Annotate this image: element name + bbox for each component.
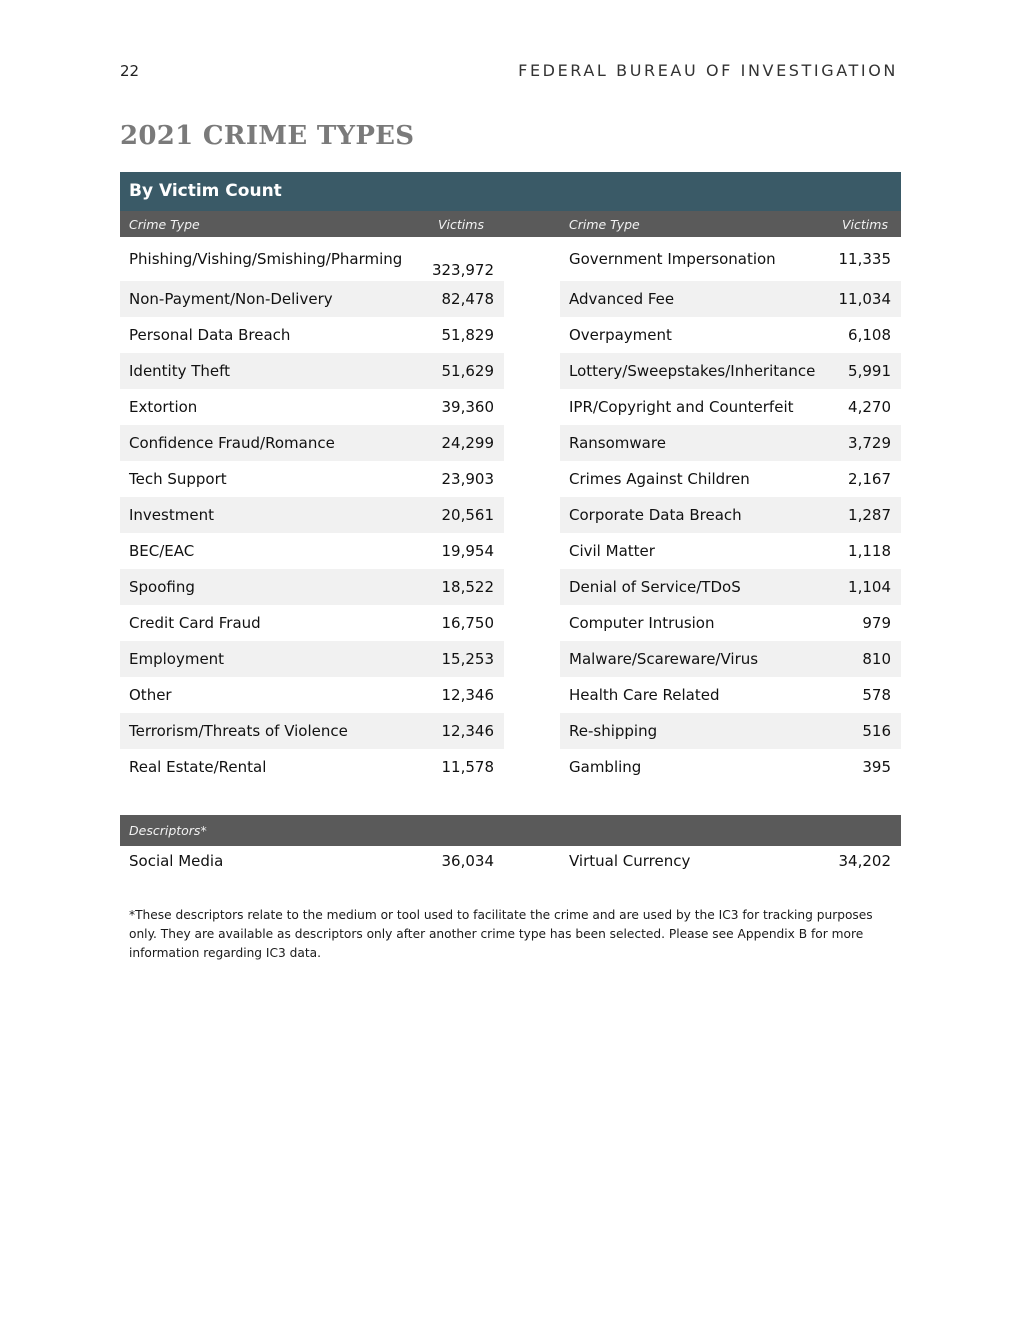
crime-type-name-left: Spoofing [129,578,195,596]
crime-type-name-left: Personal Data Breach [129,326,291,344]
running-head: FEDERAL BUREAU OF INVESTIGATION [518,61,898,80]
victim-count-right: 578 [862,686,891,704]
table-row [120,641,901,677]
crime-type-name-left: Terrorism/Threats of Violence [129,722,348,740]
descriptor-value-left: 36,034 [441,852,494,870]
column-header-victims-left: Victims [438,217,484,232]
descriptors-header: Descriptors* [120,815,901,846]
crime-type-name-left: Credit Card Fraud [129,614,261,632]
victim-count-right: 810 [862,650,891,668]
crime-type-name-right: IPR/Copyright and Counterfeit [569,398,794,416]
crime-type-name-left: BEC/EAC [129,542,195,560]
crime-type-name-right: Lottery/Sweepstakes/Inheritance [569,362,816,380]
table-row [120,605,901,641]
crime-type-name-left: Investment [129,506,214,524]
table-row [120,497,901,533]
column-header-crime-type-left: Crime Type [129,217,200,232]
footnote: *These descriptors relate to the medium or tool used to facilitate the crime and are used by the IC3 for tracking purposes only. They are available as descriptors only after another crime type has been selected. Please see Appendix B for more information regarding IC3 data. [129,908,873,960]
victim-count-left: 51,829 [441,326,494,344]
crime-type-name-right: Computer Intrusion [569,614,715,632]
victim-count-right: 3,729 [848,434,891,452]
table-banner: By Victim Count [120,172,901,211]
victim-count-right: 1,287 [848,506,891,524]
descriptor-name-right: Virtual Currency [569,852,691,870]
crime-type-name-right: Crimes Against Children [569,470,750,488]
victim-count-left: 11,578 [441,758,494,776]
crime-type-name-left: Confidence Fraud/Romance [129,434,335,452]
table-row [120,569,901,605]
crime-type-name-left: Non-Payment/Non-Delivery [129,290,333,308]
column-header-victims-right: Victims [842,217,888,232]
crime-type-name-left: Tech Support [129,470,227,488]
victim-count-right: 1,118 [848,542,891,560]
victim-count-right: 11,034 [838,290,891,308]
victim-count-right: 516 [862,722,891,740]
table-row [120,713,901,749]
victim-count-left: 15,253 [441,650,494,668]
column-header-row [120,211,901,237]
section-title: 2021 CRIME TYPES [120,121,415,151]
victim-count-left: 18,522 [441,578,494,596]
victim-count-left: 16,750 [441,614,494,632]
table-row [120,461,901,497]
crime-type-name-right: Advanced Fee [569,290,675,308]
crime-type-name-right: Re-shipping [569,722,658,740]
victim-count-left: 19,954 [441,542,494,560]
victim-count-left: 24,299 [441,434,494,452]
table-row [120,533,901,569]
column-header-crime-type-right: Crime Type [569,217,640,232]
table-row [120,749,901,785]
crime-type-name-right: Overpayment [569,326,672,344]
crime-type-name-right: Health Care Related [569,686,720,704]
descriptors-table [120,815,901,876]
table-row [120,677,901,713]
victim-count-left: 12,346 [441,686,494,704]
victim-count-right: 2,167 [848,470,891,488]
victim-count-right: 5,991 [848,362,891,380]
crime-type-name-left: Phishing/Vishing/Smishing/Pharming [129,250,403,268]
crime-types-table [120,172,901,776]
victim-count-left: 20,561 [441,506,494,524]
crime-type-name-right: Government Impersonation [569,250,776,268]
page-number: 22 [120,62,140,80]
victim-count-left: 323,972 [431,261,494,279]
victim-count-right: 395 [862,758,891,776]
table-row [120,389,901,425]
crime-type-name-left: Identity Theft [129,362,231,380]
descriptors-row [120,846,901,876]
descriptor-value-right: 34,202 [838,852,891,870]
crime-type-name-right: Civil Matter [569,542,655,560]
victim-count-left: 12,346 [441,722,494,740]
victim-count-left: 51,629 [441,362,494,380]
crime-type-name-right: Corporate Data Breach [569,506,742,524]
crime-type-name-left: Real Estate/Rental [129,758,267,776]
table-row [120,281,901,317]
victim-count-left: 39,360 [441,398,494,416]
victim-count-right: 4,270 [848,398,891,416]
crime-type-name-left: Other [129,686,172,704]
victim-count-right: 6,108 [848,326,891,344]
victim-count-right: 1,104 [848,578,891,596]
table-row [120,317,901,353]
crime-type-name-right: Ransomware [569,434,666,452]
descriptor-name-left: Social Media [129,852,224,870]
crime-type-name-left: Extortion [129,398,198,416]
crime-type-name-left: Employment [129,650,225,668]
crime-type-name-right: Gambling [569,758,642,776]
table-row [120,425,901,461]
crime-type-name-right: Denial of Service/TDoS [569,578,741,596]
table-row [120,237,901,281]
victim-count-left: 23,903 [441,470,494,488]
victim-count-right: 979 [862,614,891,632]
victim-count-right: 11,335 [838,250,891,268]
table-row [120,353,901,389]
victim-count-left: 82,478 [441,290,494,308]
crime-type-name-right: Malware/Scareware/Virus [569,650,759,668]
